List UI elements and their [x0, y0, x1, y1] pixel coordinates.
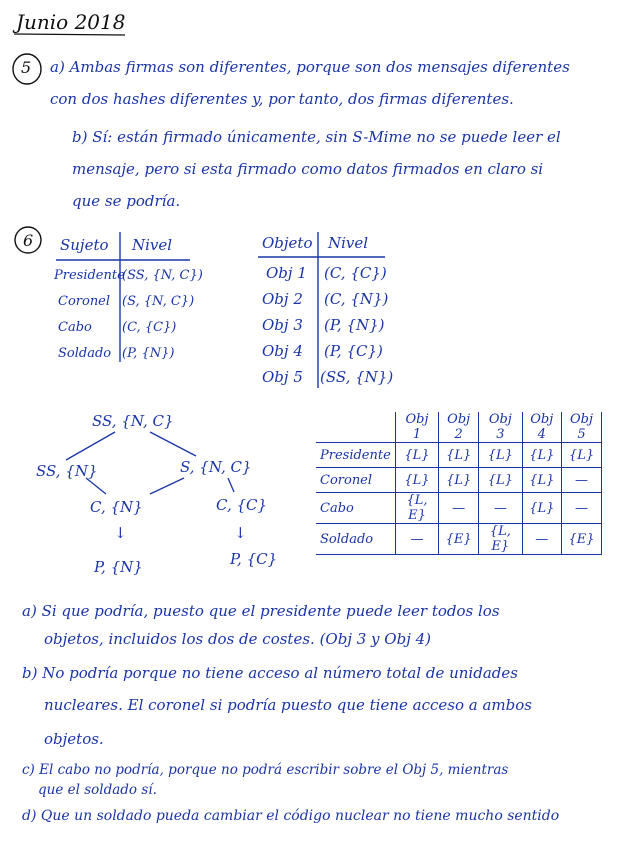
matrix-cell: {E}: [562, 524, 602, 555]
matrix-col-header: Obj 5: [562, 412, 602, 443]
matrix-cell: {L}: [439, 443, 479, 468]
q5-a-line-2: con dos hashes diferentes y, por tanto, dos firmas diferentes.: [50, 90, 514, 108]
matrix-col-header: Obj 1: [395, 412, 438, 443]
lattice-node-l1-right: S, {N, C}: [180, 458, 252, 476]
matrix-row-label: Cabo: [316, 493, 395, 524]
matrix-cell: —: [479, 493, 522, 524]
lattice-arrow-right: ↓: [234, 524, 247, 542]
subject-level: (S, {N, C}): [122, 294, 195, 309]
object-name: Obj 2: [262, 290, 303, 308]
matrix-cell: —: [395, 524, 438, 555]
matrix-col-header: Obj 2: [439, 412, 479, 443]
matrix-row: [316, 443, 602, 468]
subjects-header-sujeto: Sujeto: [60, 236, 109, 254]
matrix-cell: {L}: [479, 468, 522, 493]
answer-line: b) No podría porque no tiene acceso al número total de unidades: [22, 664, 518, 682]
answer-line: c) El cabo no podría, porque no podrá escribir sobre el Obj 5, mientras: [22, 762, 509, 778]
lattice-node-l2-right: C, {C}: [216, 496, 268, 514]
matrix-cell: {L}: [522, 493, 562, 524]
matrix-cell: {L}: [395, 443, 438, 468]
q5-b-line-2: mensaje, pero si esta firmado como datos firmados en claro si: [72, 160, 544, 178]
matrix-row-label: Coronel: [316, 468, 395, 493]
object-level: (C, {C}): [324, 264, 387, 282]
matrix-row: [316, 493, 602, 524]
question-5-number: 5: [21, 58, 32, 77]
access-matrix: [316, 412, 602, 555]
lattice-node-bottom-right: P, {C}: [230, 550, 278, 568]
lattice-node-l1-left: SS, {N}: [36, 462, 98, 480]
matrix-cell: {L}: [439, 468, 479, 493]
matrix-corner: [316, 412, 395, 443]
answer-line: objetos.: [44, 730, 104, 748]
matrix-cell: —: [522, 524, 562, 555]
answer-line: objetos, incluidos los dos de costes. (Obj 3 y Obj 4): [44, 630, 432, 648]
question-6-number: 6: [23, 231, 34, 250]
subject-name: Coronel: [58, 294, 111, 309]
matrix-row-label: Soldado: [316, 524, 395, 555]
object-name: Obj 3: [262, 316, 303, 334]
matrix-cell: {L}: [562, 443, 602, 468]
answer-line: d) Que un soldado pueda cambiar el código nuclear no tiene mucho sentido: [22, 808, 560, 824]
matrix-cell: —: [562, 493, 602, 524]
answer-line: nucleares. El coronel si podría puesto que tiene acceso a ambos: [44, 696, 532, 714]
matrix-cell: {L}: [522, 468, 562, 493]
matrix-cell: {E}: [439, 524, 479, 555]
subject-level: (P, {N}): [122, 346, 175, 361]
matrix-col-header: Obj 3: [479, 412, 522, 443]
object-level: (SS, {N}): [320, 368, 394, 386]
matrix-cell: {L, E}: [395, 493, 438, 524]
object-level: (P, {C}): [324, 342, 383, 360]
matrix-row: [316, 468, 602, 493]
matrix-cell: {L, E}: [479, 524, 522, 555]
answer-line: que el soldado sí.: [38, 782, 157, 798]
subject-name: Presidente: [54, 268, 125, 283]
lattice-node-l2-left: C, {N}: [90, 498, 143, 516]
object-level: (C, {N}): [324, 290, 389, 308]
lattice-node-top: SS, {N, C}: [92, 412, 174, 430]
lattice-node-bottom-left: P, {N}: [94, 558, 143, 576]
object-name: Obj 1: [266, 264, 307, 282]
q5-a-line-1: a) Ambas firmas son diferentes, porque son dos mensajes diferentes: [50, 58, 570, 76]
matrix-cell: {L}: [522, 443, 562, 468]
object-name: Obj 5: [262, 368, 303, 386]
lattice-arrow-left: ↓: [114, 524, 127, 542]
subject-level: (C, {C}): [122, 320, 177, 335]
answer-line: a) Si que podría, puesto que el presidente puede leer todos los: [22, 602, 500, 620]
matrix-cell: {L}: [395, 468, 438, 493]
object-name: Obj 4: [262, 342, 303, 360]
object-level: (P, {N}): [324, 316, 385, 334]
objects-header-objeto: Objeto: [262, 234, 313, 252]
matrix-col-header: Obj 4: [522, 412, 562, 443]
matrix-cell: —: [562, 468, 602, 493]
subjects-header-nivel: Nivel: [132, 236, 173, 254]
matrix-row-label: Presidente: [316, 443, 395, 468]
page-title: Junio 2018: [16, 10, 126, 34]
q5-b-line-1: b) Sí: están firmado únicamente, sin S-Mime no se puede leer el: [72, 128, 561, 146]
subject-level: (SS, {N, C}): [122, 268, 203, 283]
subject-name: Soldado: [58, 346, 112, 361]
objects-header-nivel: Nivel: [328, 234, 369, 252]
matrix-cell: {L}: [479, 443, 522, 468]
q5-b-line-3: que se podría.: [72, 192, 181, 210]
subject-name: Cabo: [58, 320, 92, 335]
matrix-cell: —: [439, 493, 479, 524]
matrix-row: [316, 524, 602, 555]
